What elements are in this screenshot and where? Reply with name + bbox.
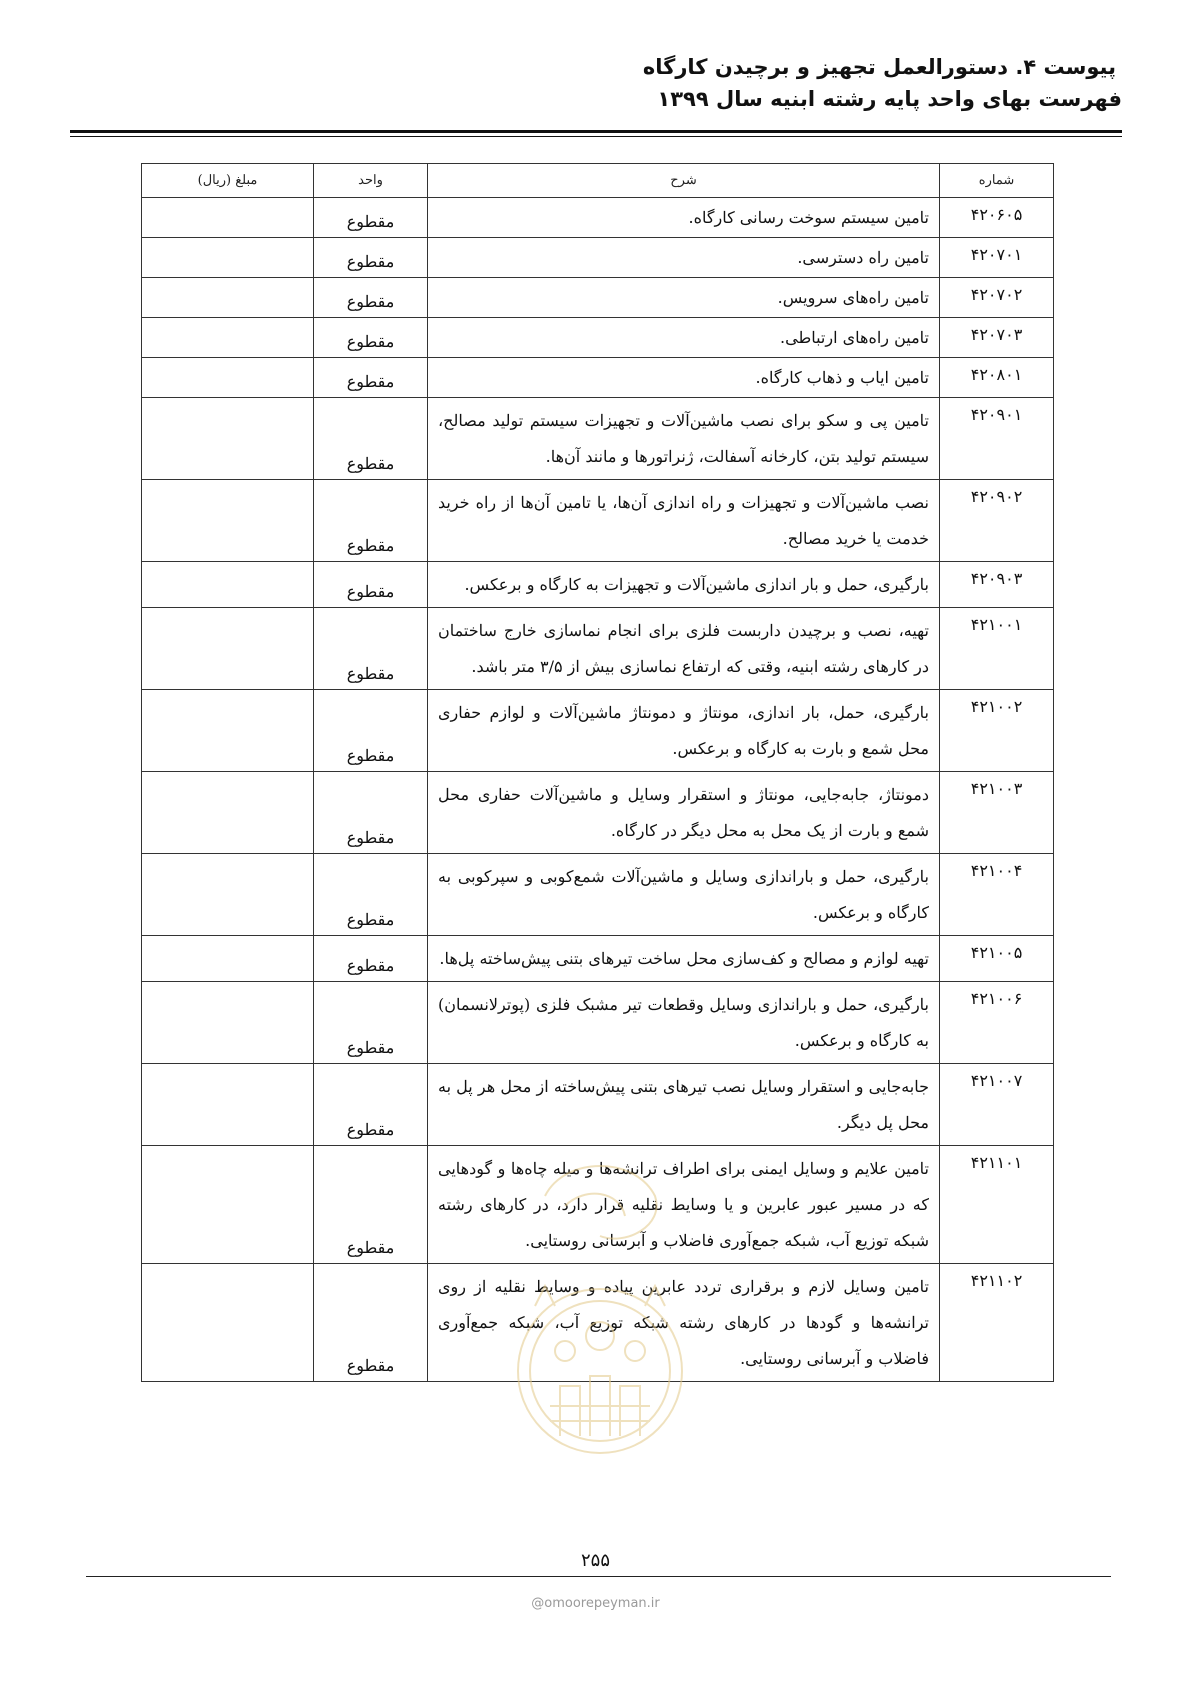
- table-row: [142, 318, 1054, 358]
- price-items-table: [141, 163, 1054, 1382]
- item-description: بارگیری، حمل و بار اندازی ماشین‌آلات و تجهیزات به کارگاه و برعکس.: [428, 562, 940, 608]
- header-rule-thin: [70, 136, 1122, 137]
- table-header-row: [142, 164, 1054, 198]
- item-description: تامین وسایل لازم و برقراری تردد عابرین پیاده و وسایط نقلیه از روی ترانشه‌ها و گودها در کارهای رشته شبکه توزیع آب، شبکه جمع‌آوری فاضلاب و آبرسانی روستایی.: [428, 1264, 940, 1382]
- item-unit: مقطوع: [314, 480, 428, 562]
- item-description: دمونتاژ، جابه‌جایی، مونتاژ و استقرار وسایل و ماشین‌آلات حفاری محل شمع و بارت از یک محل به محل دیگر در کارگاه.: [428, 772, 940, 854]
- item-unit: مقطوع: [314, 982, 428, 1064]
- appendix-title: پیوست ۴. دستورالعمل تجهیز و برچیدن کارگاه: [642, 55, 1116, 79]
- footer-rule: [86, 1576, 1111, 1577]
- item-number: ۴۲۰۹۰۳: [940, 562, 1054, 608]
- table-row: [142, 936, 1054, 982]
- item-description: تامین علایم و وسایل ایمنی برای اطراف ترانشه‌ها و میله چاه‌ها و گودهایی که در مسیر عبور عابرین و یا وسایط نقلیه قرار دارد، در کارهای رشته شبکه توزیع آب، شبکه جمع‌آوری فاضلاب و آبرسانی روستایی.: [428, 1146, 940, 1264]
- table-row: [142, 982, 1054, 1064]
- item-number: ۴۲۱۰۰۱: [940, 608, 1054, 690]
- item-description: بارگیری، حمل و باراندازی وسایل وقطعات تیر مشبک فلزی (پوترلانسمان) به کارگاه و برعکس.: [428, 982, 940, 1064]
- item-number: ۴۲۱۰۰۵: [940, 936, 1054, 982]
- item-description: تامین راه دسترسی.: [428, 238, 940, 278]
- item-description: تامین ایاب و ذهاب کارگاه.: [428, 358, 940, 398]
- table-row: [142, 1064, 1054, 1146]
- item-description: تامین پی و سکو برای نصب ماشین‌آلات و تجهیزات سیستم تولید مصالح، سیستم تولید بتن، کارخانه آسفالت، ژنراتورها و مانند آن‌ها.: [428, 398, 940, 480]
- page-header: [70, 52, 1122, 116]
- item-unit: مقطوع: [314, 278, 428, 318]
- item-description: بارگیری، حمل، بار اندازی، مونتاژ و دمونتاژ ماشین‌آلات و لوازم حفاری محل شمع و بارت به کارگاه و برعکس.: [428, 690, 940, 772]
- item-unit: مقطوع: [314, 398, 428, 480]
- item-price: [142, 1064, 314, 1146]
- item-number: ۴۲۱۰۰۴: [940, 854, 1054, 936]
- item-number: ۴۲۱۱۰۱: [940, 1146, 1054, 1264]
- table-row: [142, 854, 1054, 936]
- item-unit: مقطوع: [314, 358, 428, 398]
- item-unit: مقطوع: [314, 690, 428, 772]
- item-number: ۴۲۰۸۰۱: [940, 358, 1054, 398]
- item-price: [142, 238, 314, 278]
- table-row: [142, 772, 1054, 854]
- header-rule-thick: [70, 130, 1122, 133]
- table-row: [142, 608, 1054, 690]
- item-unit: مقطوع: [314, 562, 428, 608]
- item-description: تامین سیستم سوخت رسانی کارگاه.: [428, 198, 940, 238]
- item-number: ۴۲۰۶۰۵: [940, 198, 1054, 238]
- item-price: [142, 318, 314, 358]
- item-price: [142, 608, 314, 690]
- item-unit: مقطوع: [314, 1264, 428, 1382]
- item-unit: مقطوع: [314, 198, 428, 238]
- item-price: [142, 358, 314, 398]
- item-price: [142, 936, 314, 982]
- item-description: تهیه، نصب و برچیدن داربست فلزی برای انجام نماسازی خارج ساختمان در کارهای رشته ابنیه، وقتی که ارتفاع نماسازی بیش از ۳/۵ متر باشد.: [428, 608, 940, 690]
- item-price: [142, 854, 314, 936]
- item-price: [142, 690, 314, 772]
- item-price: [142, 480, 314, 562]
- item-number: ۴۲۰۷۰۲: [940, 278, 1054, 318]
- column-header-unit: واحد: [314, 164, 428, 198]
- table-row: [142, 562, 1054, 608]
- column-header-number: شماره: [940, 164, 1054, 198]
- item-description: نصب ماشین‌آلات و تجهیزات و راه اندازی آن‌ها، یا تامین آن‌ها از راه خرید خدمت یا خرید مصالح.: [428, 480, 940, 562]
- table-row: [142, 1264, 1054, 1382]
- site-address: @omoorepeyman.ir: [531, 1596, 660, 1611]
- item-description: تامین راه‌های ارتباطی.: [428, 318, 940, 358]
- item-number: ۴۲۰۹۰۲: [940, 480, 1054, 562]
- item-price: [142, 562, 314, 608]
- table-row: [142, 690, 1054, 772]
- item-unit: مقطوع: [314, 1146, 428, 1264]
- item-number: ۴۲۰۷۰۳: [940, 318, 1054, 358]
- item-number: ۴۲۱۰۰۶: [940, 982, 1054, 1064]
- item-description: جابه‌جایی و استقرار وسایل نصب تیرهای بتنی پیش‌ساخته از محل هر پل به محل پل دیگر.: [428, 1064, 940, 1146]
- item-number: ۴۲۱۰۰۷: [940, 1064, 1054, 1146]
- item-unit: مقطوع: [314, 1064, 428, 1146]
- table-row: [142, 198, 1054, 238]
- item-number: ۴۲۱۱۰۲: [940, 1264, 1054, 1382]
- item-price: [142, 278, 314, 318]
- item-description: تهیه لوازم و مصالح و کف‌سازی محل ساخت تیرهای بتنی پیش‌ساخته پل‌ها.: [428, 936, 940, 982]
- item-price: [142, 1146, 314, 1264]
- item-price: [142, 198, 314, 238]
- table-row: [142, 480, 1054, 562]
- page-number: ۲۵۵: [580, 1550, 610, 1571]
- table-row: [142, 278, 1054, 318]
- item-price: [142, 398, 314, 480]
- item-price: [142, 1264, 314, 1382]
- item-description: تامین راه‌های سرویس.: [428, 278, 940, 318]
- item-unit: مقطوع: [314, 238, 428, 278]
- item-number: ۴۲۰۷۰۱: [940, 238, 1054, 278]
- table-row: [142, 358, 1054, 398]
- item-number: ۴۲۱۰۰۲: [940, 690, 1054, 772]
- item-unit: مقطوع: [314, 608, 428, 690]
- item-unit: مقطوع: [314, 318, 428, 358]
- item-price: [142, 982, 314, 1064]
- table-row: [142, 238, 1054, 278]
- item-description: بارگیری، حمل و باراندازی وسایل و ماشین‌آلات شمع‌کوبی و سپرکوبی به کارگاه و برعکس.: [428, 854, 940, 936]
- item-number: ۴۲۰۹۰۱: [940, 398, 1054, 480]
- table-row: [142, 1146, 1054, 1264]
- item-unit: مقطوع: [314, 936, 428, 982]
- table-row: [142, 398, 1054, 480]
- item-unit: مقطوع: [314, 854, 428, 936]
- column-header-description: شرح: [428, 164, 940, 198]
- column-header-price: مبلغ (ریال): [142, 164, 314, 198]
- item-number: ۴۲۱۰۰۳: [940, 772, 1054, 854]
- item-price: [142, 772, 314, 854]
- price-list-title: فهرست بهای واحد پایه رشته ابنیه سال ۱۳۹۹: [657, 87, 1122, 111]
- item-unit: مقطوع: [314, 772, 428, 854]
